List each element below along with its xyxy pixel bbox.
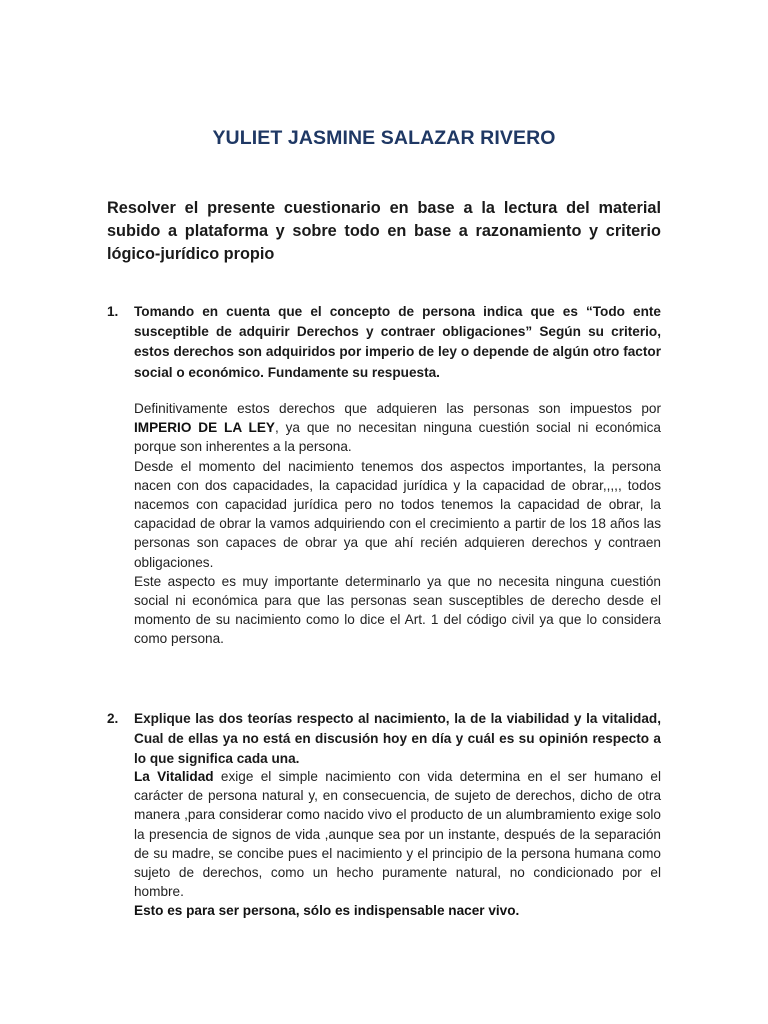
question-text: Explique las dos teorías respecto al nacimiento, la de la viabilidad y la vitalidad, Cual de ellas ya no está en discusión hoy en día y cuál es su opinión respecto a lo que significa cada una. bbox=[134, 711, 661, 767]
author-name: YULIET JASMINE SALAZAR RIVERO bbox=[212, 127, 556, 149]
answer-emphasis: La Vitalidad bbox=[134, 769, 214, 784]
answer-emphasis: IMPERIO DE LA LEY bbox=[134, 420, 275, 436]
answer-text: Definitivamente estos derechos que adquieren las personas son impuestos por bbox=[134, 401, 661, 416]
answer-paragraph: Desde el momento del nacimiento tenemos dos aspectos importantes, la persona nacen con dos capacidades, la capacidad jurídica y la capacidad de obrar,,,,, todos nacemos con capacidad jurídica pero no todos tenemos la capacidad de obrar, la capacidad de obrar la vamos adquiriendo con el crecimiento a partir de los 18 años las personas son capaces de obrar ya que ahí recién adquieren derechos y contraen obligaciones. bbox=[134, 458, 661, 570]
answer-conclusion: Esto es para ser persona, sólo es indispensable nacer vivo. bbox=[134, 903, 520, 919]
answer-paragraph bbox=[134, 767, 661, 901]
question-text: Tomando en cuenta que el concepto de persona indica que es “Todo ente susceptible de adquirir Derechos y contraer obligaciones” Según su criterio, estos derechos son adquiridos por imperio de ley o depende de algún otro factor social o económico. Fundamente su respuesta. bbox=[134, 304, 661, 380]
question-number: 1. bbox=[107, 304, 119, 319]
instructions-paragraph: Resolver el presente cuestionario en base a la lectura del material subido a plataforma y sobre todo en base a razonamiento y criterio lógico-jurídico propio bbox=[107, 199, 661, 263]
answer-text: , ya que no necesitan ninguna cuestión social ni económica porque son inherentes a la persona. bbox=[134, 420, 661, 455]
answer-text: exige el simple nacimiento con vida determina en el ser humano el carácter de persona natural y, en consecuencia, de sujeto de derechos, dicho de otra manera ,para considerar como nacido vivo el producto de un alumbramiento exige solo la presencia de signos de vida ,aunque sea por un instante, después de la separación de su madre, se concibe pues el nacimiento y el principio de la persona humana como sujeto de derechos, como un hecho puramente natural, no condicionado por el hombre. bbox=[134, 769, 662, 900]
answer-paragraph: Este aspecto es muy importante determinarlo ya que no necesita ninguna cuestión social ni económica para que las personas sean susceptibles de derecho desde el momento de su nacimiento como lo dice el Art. 1 del código civil ya que lo considera como persona. bbox=[134, 573, 661, 647]
question-1 bbox=[107, 302, 661, 383]
question-number: 2. bbox=[107, 711, 119, 726]
question-2 bbox=[107, 709, 661, 770]
answer-1 bbox=[134, 399, 661, 649]
answer-paragraph bbox=[134, 399, 661, 457]
answer-2 bbox=[134, 767, 661, 921]
